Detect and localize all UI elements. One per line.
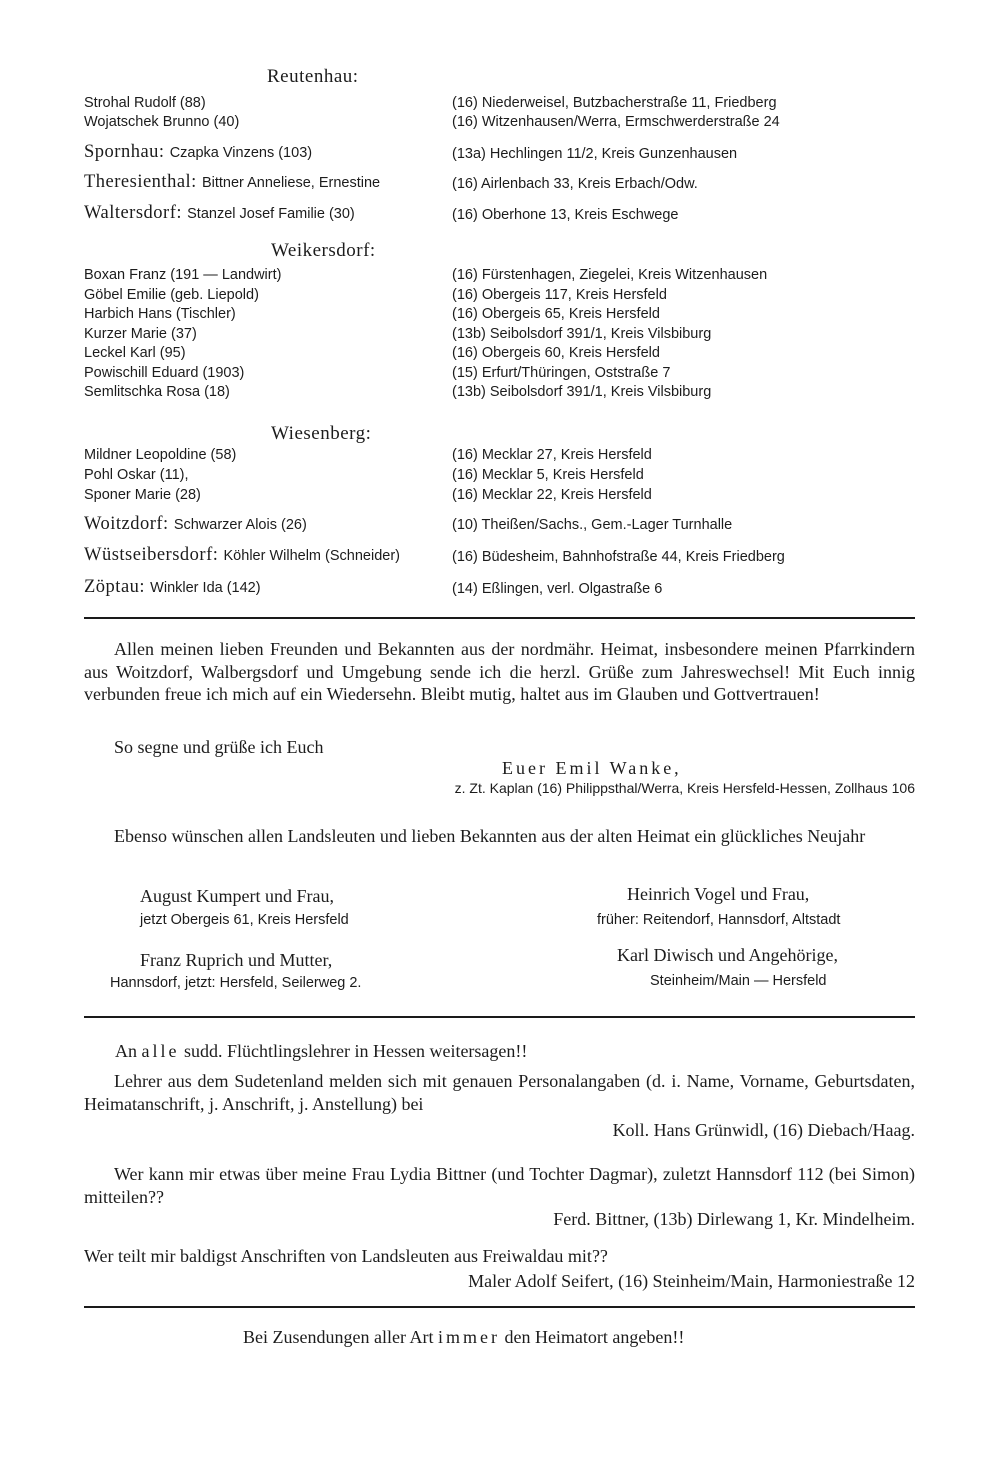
signer-address: Hannsdorf, jetzt: Hersfeld, Seilerweg 2.	[110, 975, 362, 991]
town-names: Stanzel Josef Familie (30)	[187, 206, 355, 222]
signer-address: Steinheim/Main — Hersfeld	[650, 973, 827, 989]
list-item: (15) Erfurt/Thüringen, Oststraße 7	[452, 364, 671, 381]
list-item: Harbich Hans (Tischler)	[84, 306, 236, 322]
town-theresienthal	[84, 172, 380, 193]
teachers-heading	[115, 1041, 527, 1062]
zoeptau-address: (14) Eßlingen, verl. Olgastraße 6	[452, 581, 663, 597]
town-label: Spornhau:	[84, 142, 165, 162]
town-label: Waltersdorf:	[84, 203, 183, 223]
signer-name: Franz Ruprich und Mutter,	[140, 950, 333, 970]
wuestseibersdorf-address: (16) Büdesheim, Bahnhofstraße 44, Kreis Friedberg	[452, 549, 785, 565]
teachers-intro-b: alle	[141, 1041, 180, 1061]
signer-address: jetzt Obergeis 61, Kreis Hersfeld	[140, 912, 349, 928]
teachers-text: Lehrer aus dem Sudetenland melden sich mit genauen Personalangaben (d. i. Name, Vorname, Geburtsdaten, Heimatanschrift, j. Anschrift, j. Anstellung) bei	[84, 1071, 915, 1114]
list-item: (16) Mecklar 27, Kreis Hersfeld	[452, 447, 652, 463]
heading-reutenhau: Reutenhau:	[267, 66, 359, 87]
list-item: (13b) Seibolsdorf 391/1, Kreis Vilsbiburg	[452, 384, 712, 400]
town-label: Woitzdorf:	[84, 514, 169, 534]
addresses-contact: Maler Adolf Seifert, (16) Steinheim/Main, Harmoniestraße 12	[468, 1271, 915, 1291]
list-item: Kurzer Marie (37)	[84, 325, 197, 342]
woitzdorf-address: (10) Theißen/Sachs., Gem.-Lager Turnhalle	[452, 517, 733, 533]
footer-post: den Heimatort angeben!!	[504, 1327, 685, 1347]
search-text: Wer kann mir etwas über meine Frau Lydia Bittner (und Tochter Dagmar), zuletzt Hannsdorf 112 (bei Simon) mitteilen??	[84, 1164, 915, 1207]
list-item: (16) Mecklar 5, Kreis Hersfeld	[452, 467, 644, 483]
town-names: Bittner Anneliese, Ernestine	[201, 175, 381, 191]
newyear-text: Ebenso wünschen allen Landsleuten und lieben Bekannten aus der alten Heimat ein glückliches Neujahr	[114, 826, 866, 846]
signer-name: Heinrich Vogel und Frau,	[627, 884, 810, 904]
list-item: Boxan Franz (191 — Landwirt)	[84, 267, 282, 283]
signer-name: August Kumpert und Frau,	[140, 886, 334, 906]
teachers-contact: Koll. Hans Grünwidl, (16) Diebach/Haag.	[612, 1120, 915, 1140]
search-contact: Ferd. Bittner, (13b) Dirlewang 1, Kr. Mindelheim.	[553, 1209, 915, 1229]
town-zoeptau	[84, 577, 261, 598]
teachers-intro-a: An	[115, 1041, 137, 1061]
list-item: Strohal Rudolf (88)	[84, 95, 206, 111]
town-waltersdorf	[84, 203, 355, 224]
list-item: (16) Mecklar 22, Kreis Hersfeld	[452, 487, 652, 503]
list-item: Sponer Marie (28)	[84, 487, 201, 503]
town-label: Wüstseibersdorf:	[84, 545, 219, 565]
signer-name: Karl Diwisch und Angehörige,	[617, 945, 838, 965]
divider	[84, 617, 915, 619]
signature-address: z. Zt. Kaplan (16) Philippsthal/Werra, Kreis Hersfeld-Hessen, Zollhaus 106	[454, 780, 915, 796]
blessing-line: So segne und grüße ich Euch	[114, 737, 324, 757]
footer-pre: Bei Zusendungen aller Art	[243, 1327, 434, 1347]
list-item: (16) Niederweisel, Butzbacherstraße 11, Friedberg	[452, 95, 777, 111]
town-label: Theresienthal:	[84, 172, 197, 192]
waltersdorf-address: (16) Oberhone 13, Kreis Eschwege	[452, 207, 679, 223]
divider	[84, 1306, 915, 1308]
list-item: (16) Witzenhausen/Werra, Ermschwerderstraße 24	[452, 114, 780, 130]
town-names: Czapka Vinzens (103)	[169, 145, 313, 161]
town-label: Zöptau:	[84, 577, 146, 597]
signature-wanke: Euer Emil Wanke,	[502, 758, 682, 778]
footer-emph: immer	[437, 1327, 500, 1347]
list-item: Leckel Karl (95)	[84, 345, 186, 361]
list-item: Powischill Eduard (1903)	[84, 364, 245, 381]
footer-note	[243, 1327, 684, 1348]
town-names: Köhler Wilhelm (Schneider)	[223, 548, 400, 564]
greeting-text: Allen meinen lieben Freunden und Bekannten aus der nordmähr. Heimat, insbesondere meinen Pfarrkindern aus Woitzdorf, Walbergsdorf und Umgebung sende ich die herzl. Grüße zum Jahreswechsel! Mit Euch innig verbunden freue ich mich auf ein Wiedersehn. Bleibt mutig, haltet aus im Glauben und Gottvertrauen!	[84, 639, 915, 704]
spornhau-address: (13a) Hechlingen 11/2, Kreis Gunzenhausen	[452, 146, 738, 162]
list-item: Semlitschka Rosa (18)	[84, 384, 230, 400]
list-item: Wojatschek Brunno (40)	[84, 114, 240, 130]
town-woitzdorf	[84, 514, 307, 535]
list-item: Göbel Emilie (geb. Liepold)	[84, 286, 259, 303]
town-names: Winkler Ida (142)	[150, 580, 261, 596]
town-names: Schwarzer Alois (26)	[173, 517, 307, 533]
list-item: Mildner Leopoldine (58)	[84, 447, 237, 463]
theresienthal-address: (16) Airlenbach 33, Kreis Erbach/Odw.	[452, 176, 698, 192]
town-spornhau	[84, 142, 312, 163]
town-wuestseibersdorf	[84, 545, 400, 566]
signer-address: früher: Reitendorf, Hannsdorf, Altstadt	[597, 912, 841, 928]
list-item: (16) Obergeis 60, Kreis Hersfeld	[452, 345, 660, 361]
heading-weikersdorf: Weikersdorf:	[271, 240, 376, 261]
teachers-intro-c: sudd. Flüchtlingslehrer in Hessen weitersagen!!	[183, 1041, 528, 1061]
divider	[84, 1016, 915, 1018]
list-item: (16) Fürstenhagen, Ziegelei, Kreis Witzenhausen	[452, 267, 768, 283]
list-item: (16) Obergeis 65, Kreis Hersfeld	[452, 306, 660, 322]
list-item: (13b) Seibolsdorf 391/1, Kreis Vilsbiburg	[452, 325, 712, 342]
heading-wiesenberg: Wiesenberg:	[271, 423, 372, 444]
list-item: (16) Obergeis 117, Kreis Hersfeld	[452, 286, 667, 303]
addresses-text: Wer teilt mir baldigst Anschriften von Landsleuten aus Freiwaldau mit??	[84, 1246, 608, 1266]
list-item: Pohl Oskar (11),	[84, 467, 189, 483]
